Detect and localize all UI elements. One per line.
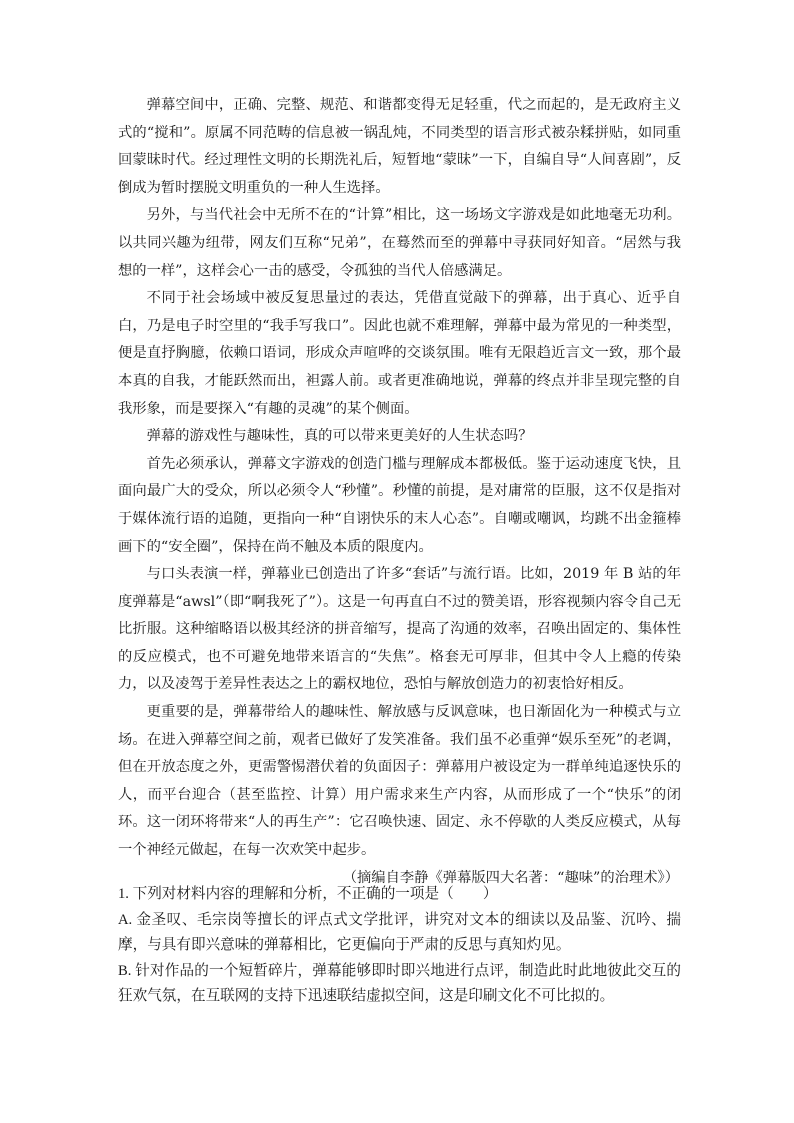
article-paragraph-3: 不同于社会场域中被反复思量过的表达，凭借直觉敲下的弹幕，出于真心、近乎自白，乃是电子时空里的“我手写我口”。因此也就不难理解，弹幕中最为常见的一种类型，便是直抒胸臆，依赖口语词，形成众声喧哗的交谈氛围。唯有无限趋近言文一致，那个最本真的自我，才能跃然而出，袒露人前。或者更准确地说，弹幕的终点并非呈现完整的自我形象，而是要探入“有趣的灵魂”的某个侧面。 [118,290,681,417]
article-paragraph-4: 弹幕的游戏性与趣味性，真的可以带来更美好的人生状态吗？ [146,428,533,445]
article-paragraph-5: 首先必须承认，弹幕文字游戏的创造门槛与理解成本都极低。鉴于运动速度飞快，且面向最广大的受众，所以必须令人“秒懂”。秒懂的前提，是对庸常的臣服，这不仅是指对于媒体流行语的追随，更指向一种“自诩快乐的末人心态”。自嘲或嘲讽，均跳不出金箍棒画下的“安全圈”，保持在尚不触及本质的限度内。 [118,455,681,555]
article-paragraph-1: 弹幕空间中，正确、完整、规范、和谐都变得无足轻重，代之而起的，是无政府主义式的“搅和”。原属不同范畴的信息被一锅乱炖，不同类型的语言形式被杂糅拼贴，如同重回蒙昧时代。经过理性文明的长期洗礼后，短暂地“蒙昧”一下，自编自导“人间喜剧”，反倒成为暂时摆脱文明重负的一种人生选择。 [118,97,681,196]
article-paragraph-2: 另外，与当代社会中无所不在的“计算”相比，这一场场文字游戏是如此地毫无功利。以共同兴趣为纽带，网友们互称“兄弟”，在蓦然而至的弹幕中寻获同好知音。“居然与我想的一样”，这样会心一击的感受，令孤独的当代人倍感满足。 [118,207,681,279]
article-paragraph-6: 与口头表演一样，弹幕业已创造出了许多“套话”与流行语。比如，2019 年 B 站的年度弹幕是“awsl”（即“啊我死了”）。这是一句再直白不过的赞美语，形容视频内容令自己无比折服。这种缩略语以极其经济的拼音缩写，提高了沟通的效率，召唤出固定的、集体性的反应模式，也不可避免地带来语言的“失焦”。格套无可厚非，但其中令人上瘾的传染力，以及凌驾于差异性表达之上的霸权地位，恐怕与解放创造力的初衷恰好相反。 [118,566,681,693]
question-1-stem: 1. 下列对材料内容的理解和分析，不正确的一项是（ ） [118,886,498,902]
question-1-option-a: A. 金圣叹、毛宗岗等擅长的评点式文学批评，讲究对文本的细读以及品鉴、沉吟、揣摩，与具有即兴意味的弹幕相比，它更偏向于严肃的反思与真知灼见。 [118,911,681,954]
question-1-option-b: B. 针对作品的一个短暂碎片，弹幕能够即时即兴地进行点评，制造此时此地彼此交互的狂欢气氛，在互联网的支持下迅速联结虚拟空间，这是印刷文化不可比拟的。 [118,962,681,1005]
article-paragraph-7: 更重要的是，弹幕带给人的趣味性、解放感与反讽意味，也日渐固化为一种模式与立场。在进入弹幕空间之前，观者已做好了发笑准备。我们虽不必重弹“娱乐至死”的老调，但在开放态度之外，更需警惕潜伏着的负面因子：弹幕用户被设定为一群单纯追逐快乐的人，而平台迎合（甚至监控、计算）用户需求来生产内容，从而形成了一个“快乐”的闭环。这一闭环将带来“人的再生产”：它召唤快速、固定、永不停歇的人类反应模式，从每一个神经元做起，在每一次欢笑中起步。 [118,704,681,859]
question-section [118,882,681,1010]
article-source: （摘编自李静《弹幕版四大名著：“趣味”的治理术》） [342,869,679,886]
article-body [118,92,681,892]
